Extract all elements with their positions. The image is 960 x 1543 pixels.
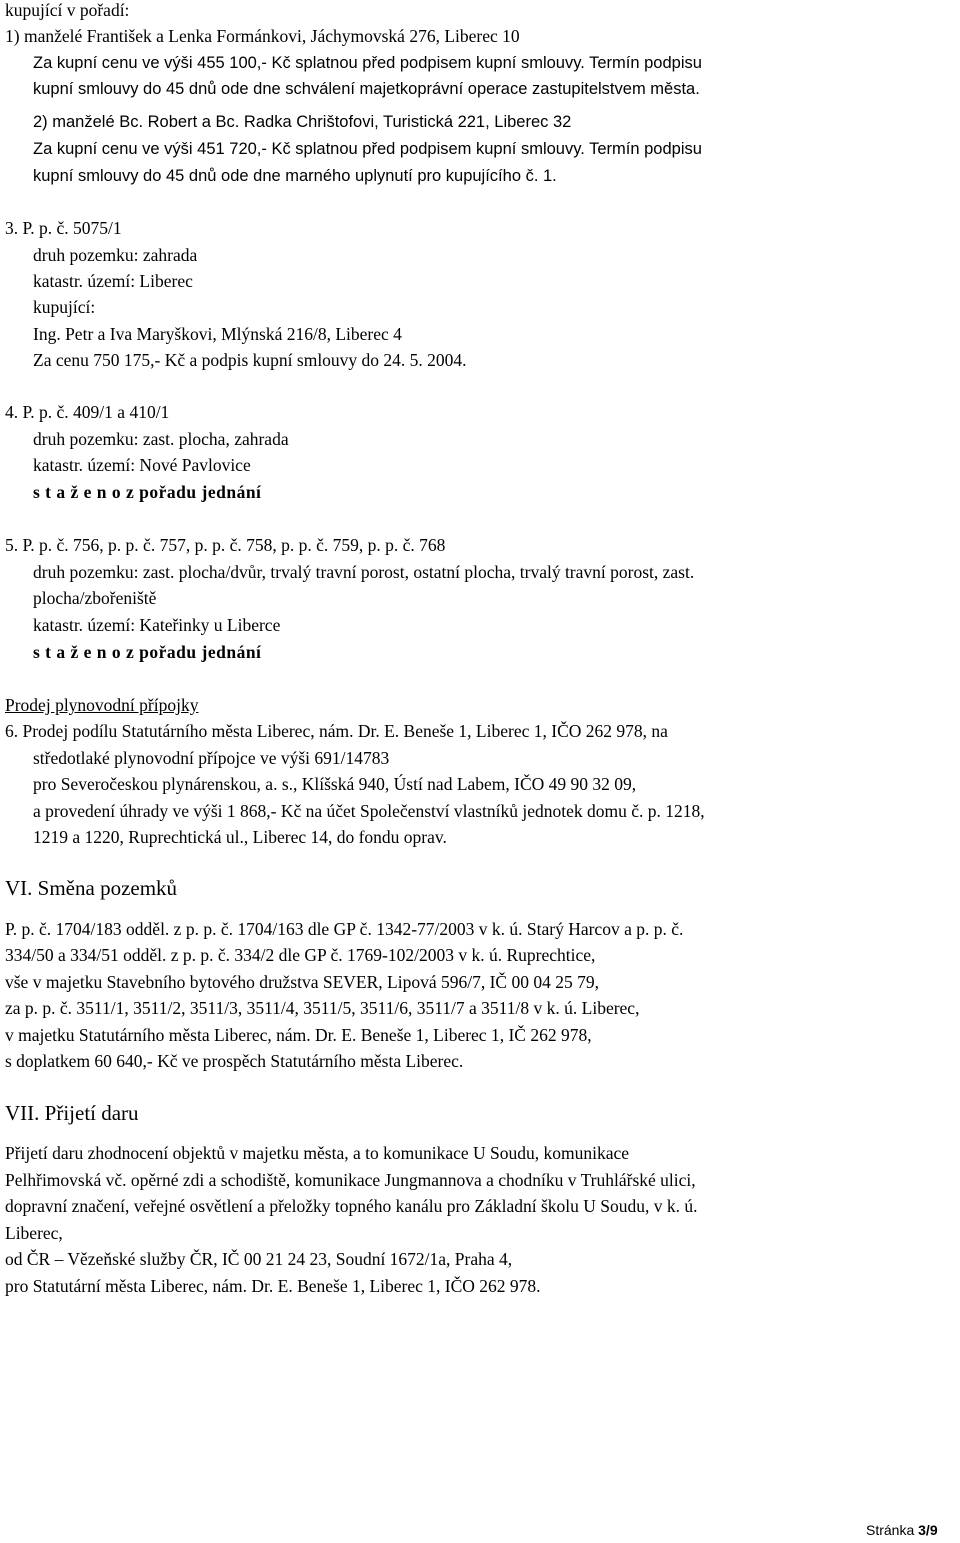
exchange-line-3: vše v majetku Stavebního bytového družstva SEVER, Lipová 596/7, IČ 00 04 25 79, — [5, 972, 599, 992]
page-number-label: Stránka — [866, 1522, 919, 1538]
item-3-land-type: druh pozemku: zahrada — [33, 245, 198, 265]
item-6-payment-cont: 1219 a 1220, Ruprechtická ul., Liberec 14, do fondu oprav. — [33, 827, 447, 847]
item-5-heading: 5. P. p. č. 756, p. p. č. 757, p. p. č. 758, p. p. č. 759, p. p. č. 768 — [5, 535, 446, 555]
item-3-cadastre: katastr. území: Liberec — [33, 271, 193, 291]
item-5-cadastre: katastr. území: Kateřinky u Liberce — [33, 615, 281, 635]
item-4-land-type: druh pozemku: zast. plocha, zahrada — [33, 429, 289, 449]
item-6-heading: 6. Prodej podílu Statutárního města Liberec, nám. Dr. E. Beneše 1, Liberec 1, IČO 262 978, na — [5, 721, 668, 741]
gift-line-6: pro Statutární města Liberec, nám. Dr. E. Beneše 1, Liberec 1, IČO 262 978. — [5, 1276, 541, 1296]
section-vii-heading: VII. Přijetí daru — [5, 1101, 139, 1125]
item-5-withdrawn: s t a ž e n o z pořadu jednání — [33, 642, 262, 662]
buyer-2-term: kupní smlouvy do 45 dnů ode dne marného uplynutí pro kupujícího č. 1. — [33, 167, 557, 185]
item-6-payment: a provedení úhrady ve výši 1 868,- Kč na účet Společenství vlastníků jednotek domu č. p. 1218, — [33, 801, 705, 821]
item-4-cadastre: katastr. území: Nové Pavlovice — [33, 455, 251, 475]
item-3-buyer: Ing. Petr a Iva Maryškovi, Mlýnská 216/8, Liberec 4 — [33, 324, 402, 344]
gift-line-3: dopravní značení, veřejné osvětlení a přeložky topného kanálu pro Základní školu U Soudu, v k. ú. — [5, 1196, 698, 1216]
buyer-1-term: kupní smlouvy do 45 dnů ode dne schválení majetkoprávní operace zastupitelstvem města. — [33, 80, 700, 98]
gift-line-1: Přijetí daru zhodnocení objektů v majetku města, a to komunikace U Soudu, komunikace — [5, 1143, 630, 1163]
gift-line-4: Liberec, — [5, 1223, 63, 1243]
exchange-line-6: s doplatkem 60 640,- Kč ve prospěch Statutárního města Liberec. — [5, 1051, 464, 1071]
exchange-line-5: v majetku Statutárního města Liberec, nám. Dr. E. Beneše 1, Liberec 1, IČ 262 978, — [5, 1025, 592, 1045]
gift-line-2: Pelhřimovská vč. opěrné zdi a schodiště, komunikace Jungmannova a chodníku v Truhlářské ulici, — [5, 1170, 696, 1190]
item-3-heading: 3. P. p. č. 5075/1 — [5, 218, 122, 238]
buyer-2: 2) manželé Bc. Robert a Bc. Radka Chrištofovi, Turistická 221, Liberec 32 — [33, 113, 572, 131]
buyer-2-price: Za kupní cenu ve výši 451 720,- Kč splatnou před podpisem kupní smlouvy. Termín podpisu — [33, 140, 702, 158]
page-number-value: 3/9 — [918, 1522, 938, 1538]
item-5-land-type: druh pozemku: zast. plocha/dvůr, trvalý travní porost, ostatní plocha, trvalý travní porost, zast. — [33, 562, 695, 582]
section-vi-heading: VI. Směna pozemků — [5, 876, 178, 900]
item-5-land-type-cont: plocha/zbořeniště — [33, 588, 157, 608]
item-3-price: Za cenu 750 175,- Kč a podpis kupní smlouvy do 24. 5. 2004. — [33, 350, 467, 370]
gift-line-5: od ČR – Vězeňské služby ČR, IČ 00 21 24 23, Soudní 1672/1a, Praha 4, — [5, 1249, 513, 1269]
exchange-line-2: 334/50 a 334/51 odděl. z p. p. č. 334/2 dle GP č. 1769-102/2003 v k. ú. Ruprechtice, — [5, 945, 596, 965]
item-6-buyer: pro Severočeskou plynárenskou, a. s., Klíšská 940, Ústí nad Labem, IČO 49 90 32 09, — [33, 774, 637, 794]
exchange-line-4: za p. p. č. 3511/1, 3511/2, 3511/3, 3511/4, 3511/5, 3511/6, 3511/7 a 3511/8 v k. ú. Liberec, — [5, 998, 640, 1018]
item-4-heading: 4. P. p. č. 409/1 a 410/1 — [5, 402, 170, 422]
item-3-buyer-label: kupující: — [33, 297, 96, 317]
section-gas-heading: Prodej plynovodní přípojky — [5, 695, 199, 715]
exchange-line-1: P. p. č. 1704/183 odděl. z p. p. č. 1704/163 dle GP č. 1342-77/2003 v k. ú. Starý Harcov a p. p. č. — [5, 919, 684, 939]
item-4-withdrawn: s t a ž e n o z pořadu jednání — [33, 482, 262, 502]
buyer-1-price: Za kupní cenu ve výši 455 100,- Kč splatnou před podpisem kupní smlouvy. Termín podpisu — [33, 54, 702, 72]
buyer-1: 1) manželé František a Lenka Formánkovi, Jáchymovská 276, Liberec 10 — [5, 26, 520, 46]
buyers-order-label: kupující v pořadí: — [5, 0, 130, 20]
page-number — [866, 1523, 938, 1537]
item-6-share: středotlaké plynovodní přípojce ve výši 691/14783 — [33, 748, 390, 768]
